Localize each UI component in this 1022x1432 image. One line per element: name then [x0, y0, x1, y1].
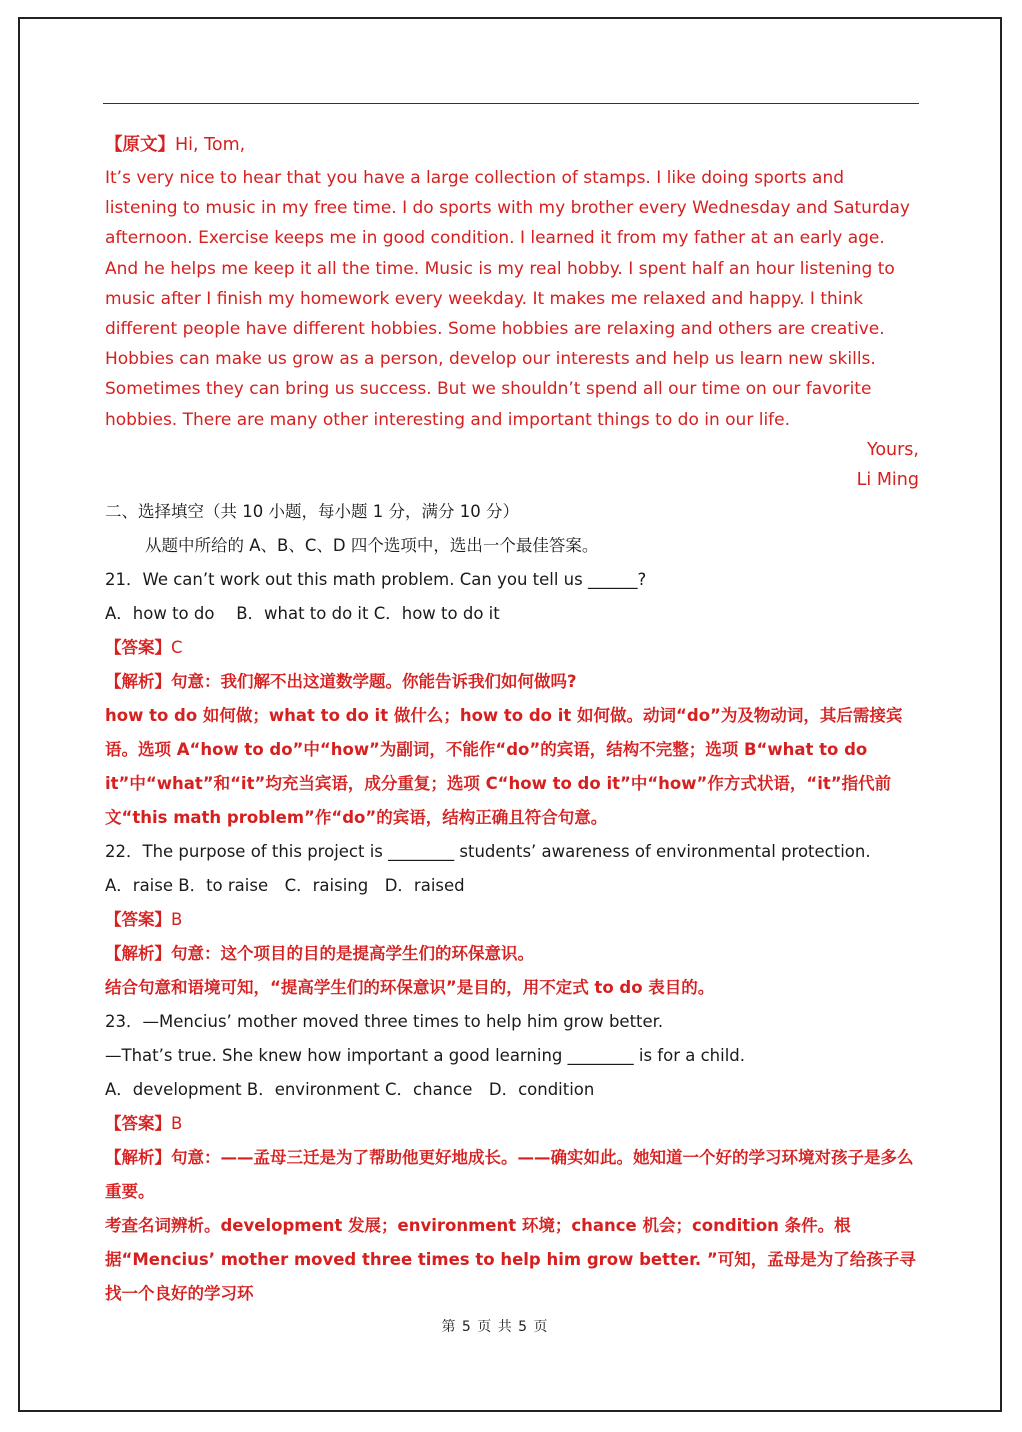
analysis-text: 句意：——孟母三迁是为了帮助他更好地成长。——确实如此。她知道一个好的学习环境对孩子是多么重要。 [105, 1147, 914, 1201]
original-letter [105, 130, 919, 495]
answer-label: 【答案】 [105, 637, 171, 657]
question-21-analysis-detail: how to do 如何做；what to do it 做什么；how to do it 如何做。动词“do”为及物动词，其后需接宾语。选项 A“how to do”中“how”为副词，不能作“do”的宾语，结构不完整；选项 B“what to do it”中“what”和“it”均充当宾语，成分重复；选项 C“how to do it”中“how”作方式状语，“it”指代前文“this math problem”作“do”的宾语，结构正确且符合句意。 [105, 705, 903, 827]
question-22-answer [105, 903, 919, 937]
analysis-text: 句意：我们解不出这道数学题。你能告诉我们如何做吗? [171, 671, 577, 691]
answer-value: B [171, 909, 183, 929]
analysis-text: 句意：这个项目的目的是提高学生们的环保意识。 [171, 943, 534, 963]
question-23-stem-2: —That’s true. She knew how important a good learning ________ is for a child. [105, 1045, 746, 1065]
question-23-analysis-detail: 考查名词辨析。development 发展；environment 环境；chance 机会；condition 条件。根据“Mencius’ mother moved three times to help him grow better. ”可知，孟母是为了给孩子寻找一个良好的学习环 [105, 1215, 916, 1303]
letter-greeting-line [105, 130, 919, 163]
question-21-options: A．how to do B．what to do it C．how to do it [105, 603, 500, 623]
question-21-answer [105, 631, 919, 665]
letter-greeting: Hi, Tom, [175, 135, 246, 155]
answer-value: B [171, 1113, 183, 1133]
header-rule [103, 103, 919, 104]
analysis-label: 【解析】 [105, 1147, 171, 1167]
letter-body: It’s very nice to hear that you have a large collection of stamps. I like doing sports and listening to music in my free time. I do sports with my brother every Wednesday and Saturday afternoon. Exercise keeps me in good condition. I learned it from my father at an early age. And he helps me keep it all the time. Music is my real hobby. I spent half an hour listening to music after I finish my homework every weekday. It makes me relaxed and happy. I think different people have different hobbies. Some hobbies are relaxing and others are creative. Hobbies can make us grow as a person, develop our interests and help us learn new skills. Sometimes they can bring us success. But we shouldn’t spend all our time on our favorite hobbies. There are many other interesting and important things to do in our life. [105, 168, 910, 430]
question-21-stem: 21．We can’t work out this math problem. Can you tell us ______? [105, 569, 647, 589]
answer-label: 【答案】 [105, 1113, 171, 1133]
answer-label: 【答案】 [105, 909, 171, 929]
question-22-analysis-detail: 结合句意和语境可知，“提高学生们的环保意识”是目的，用不定式 to do 表目的。 [105, 977, 715, 997]
section-instruction: 从题中所给的 A、B、C、D 四个选项中，选出一个最佳答案。 [145, 535, 599, 555]
multiple-choice-section [105, 495, 919, 1311]
page-footer: 第 5 页 共 5 页 [441, 1319, 549, 1335]
analysis-label: 【解析】 [105, 943, 171, 963]
question-23-options: A．development B．environment C．chance D．condition [105, 1079, 595, 1099]
question-22-options: A．raise B．to raise C．raising D．raised [105, 875, 465, 895]
question-23-stem-1: 23．—Mencius’ mother moved three times to help him grow better. [105, 1011, 664, 1031]
question-21-analysis-translation [105, 665, 919, 699]
letter-signature: Li Ming [856, 469, 919, 490]
question-22-stem: 22．The purpose of this project is ________ students’ awareness of environmental protection. [105, 841, 871, 861]
analysis-label: 【解析】 [105, 671, 171, 691]
page-content [105, 130, 919, 1311]
original-label: 【原文】 [105, 135, 175, 155]
question-23-analysis-translation [105, 1141, 919, 1209]
answer-value: C [171, 637, 183, 657]
question-23-answer [105, 1107, 919, 1141]
question-22-analysis-translation [105, 937, 919, 971]
section-title: 二、选择填空（共 10 小题，每小题 1 分，满分 10 分） [105, 501, 519, 521]
letter-closing: Yours, [866, 439, 919, 460]
